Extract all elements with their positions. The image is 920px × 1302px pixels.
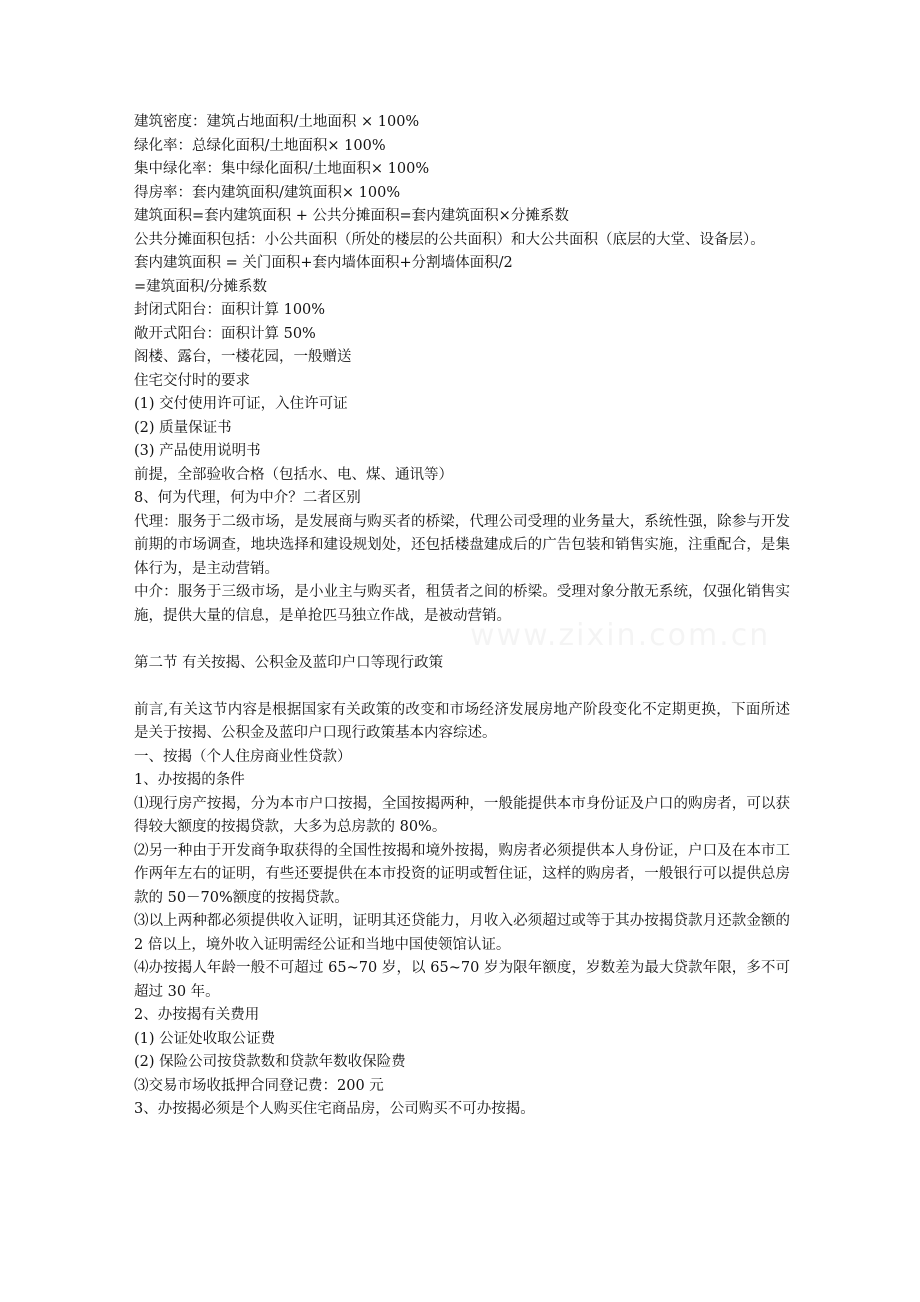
text-line: 阁楼、露台，一楼花园，一般赠送 [134, 349, 352, 365]
section-title: 第二节 有关按揭、公积金及蓝印户口等现行政策 [134, 654, 444, 671]
text-line: =建筑面积/分摊系数 [134, 278, 268, 295]
text-line: 前提，全部验收合格（包括水、电、煤、通讯等） [134, 466, 453, 483]
list-item: (1) 交付使用许可证，入住许可证 [134, 396, 348, 412]
list-item: (1) 公证处收取公证费 [134, 1030, 276, 1047]
list-item: (2) 质量保证书 [134, 419, 232, 436]
text-paragraph: ⑷办按揭人年龄一般不可超过 65~70 岁，以 65~70 岁为限年额度，岁数差为最大贷款年限，多不可超过 30 年。 [134, 960, 790, 1000]
list-item: (2) 保险公司按贷款数和贷款年数收保险费 [134, 1054, 406, 1070]
subheading: 一、按揭（个人住房商业性贷款） [134, 748, 352, 765]
text-line: 敞开式阳台：面积计算 50% [134, 325, 316, 342]
subheading: 1、办按揭的条件 [134, 772, 245, 788]
text-paragraph: 代理：服务于二级市场，是发展商与购买者的桥梁，代理公司受理的业务量大，系统性强，除参与开发前期的市场调查，地块选择和建设规划处，还包括楼盘建成后的广告包装和销售实施，注重配合，是集体行为，是主动营销。 [134, 513, 790, 577]
blank-line [134, 675, 790, 699]
text-paragraph: ⑵另一种由于开发商争取获得的全国性按揭和境外按揭，购房者必须提供本人身份证，户口及在本市工作两年左右的证明，有些还要提供在本市投资的证明或暂住证，这样的购房者，一般银行可以提供总房款的 50－70%额度的按揭贷款。 [134, 842, 790, 906]
question-heading: 8、何为代理，何为中介？二者区别 [134, 490, 361, 506]
text-paragraph: 中介：服务于三级市场，是小业主与购买者，租赁者之间的桥梁。受理对象分散无系统，仅强化销售实施，提供大量的信息，是单抢匹马独立作战，是被动营销。 [134, 584, 790, 624]
text-paragraph: ⑶以上两种都必须提供收入证明，证明其还贷能力，月收入必须超过或等于其办按揭贷款月还款金额的 2 倍以上，境外收入证明需经公证和当地中国使领馆认证。 [134, 913, 790, 953]
text-line: 建筑密度：建筑占地面积/土地面积 × 100% [134, 114, 420, 130]
text-line: 住宅交付时的要求 [134, 372, 250, 389]
text-line: 套内建筑面积 = 关门面积+套内墙体面积+分割墙体面积/2 [134, 255, 513, 271]
list-item: (3) 产品使用说明书 [134, 443, 261, 459]
text-line: 绿化率：总绿化面积/土地面积× 100% [134, 137, 386, 154]
section-formulas [134, 111, 790, 628]
text-paragraph: 前言,有关这节内容是根据国家有关政策的改变和市场经济发展房地产阶段变化不定期更换，下面所述是关于按揭、公积金及蓝印户口现行政策基本内容综述。 [134, 701, 790, 741]
text-line: 得房率：套内建筑面积/建筑面积× 100% [134, 184, 401, 201]
text-line: 集中绿化率：集中绿化面积/土地面积× 100% [134, 161, 430, 177]
text-line: 3、办按揭必须是个人购买住宅商品房，公司购买不可办按揭。 [134, 1101, 535, 1117]
subheading: 2、办按揭有关费用 [134, 1007, 260, 1023]
document-body [134, 111, 790, 1122]
text-paragraph: ⑴现行房产按揭，分为本市户口按揭，全国按揭两种，一般能提供本市身份证及户口的购房者，可以获得较大额度的按揭贷款，大多为总房款的 80%。 [134, 795, 790, 835]
text-line: 建筑面积=套内建筑面积 + 公共分摊面积=套内建筑面积×分摊系数 [134, 208, 569, 224]
list-item: ⑶交易市场收抵押合同登记费：200 元 [134, 1077, 384, 1094]
text-paragraph: 公共分摊面积包括：小公共面积（所处的楼层的公共面积）和大公共面积（底层的大堂、设备层）。 [134, 231, 765, 248]
text-line: 封闭式阳台：面积计算 100% [134, 302, 326, 318]
section-mortgage-policy [134, 699, 790, 1122]
blank-line [134, 628, 790, 652]
